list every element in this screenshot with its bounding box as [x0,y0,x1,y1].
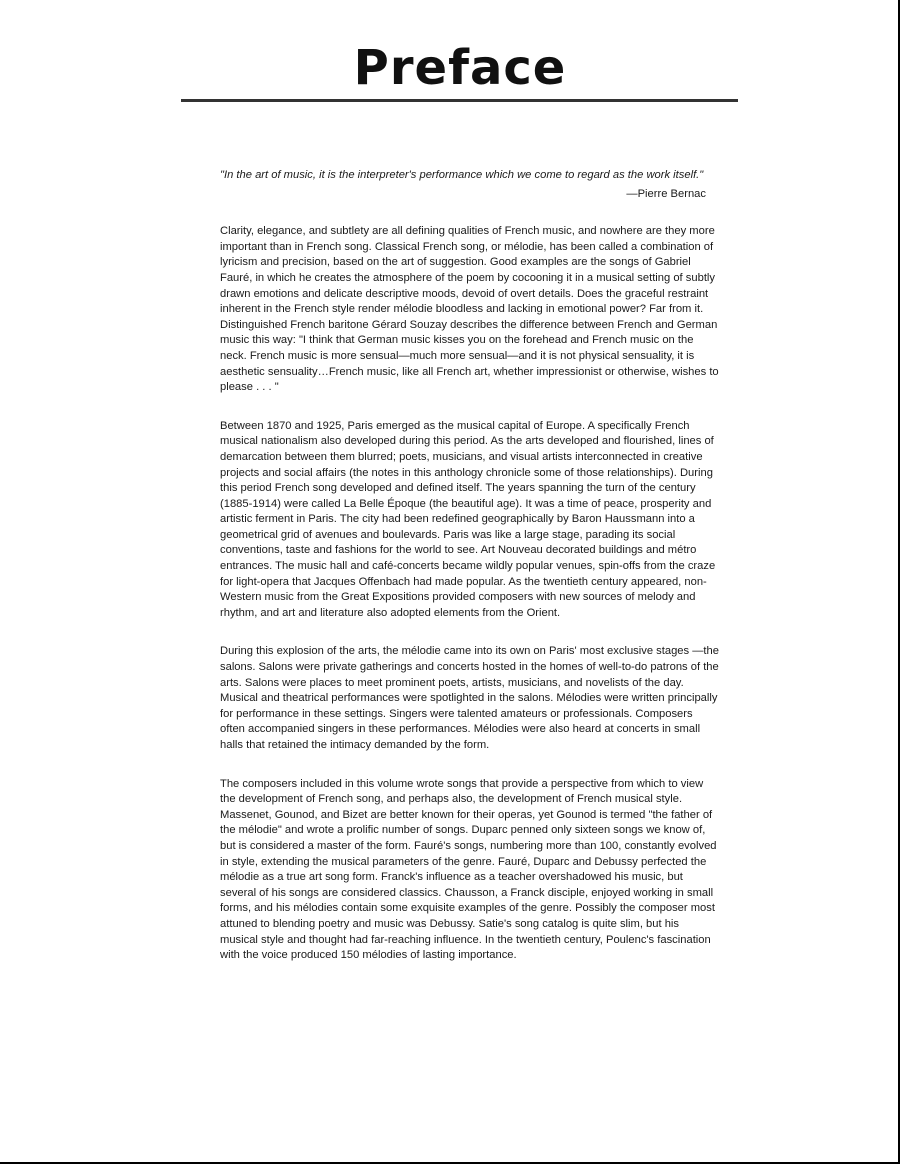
paragraph: During this explosion of the arts, the mélodie came into its own on Paris' most exclusive stages —the salons. Salons were private gatherings and concerts hosted in the homes of well-to-do patrons of the arts. Salons were places to meet prominent poets, artists, musicians, and novelists of the day. Musical and theatrical performances were spotlighted in the salons. Mélodies were written principally for performance in these settings. Singers were talented amateurs or professionals. Composers often accompanied singers in these performances. Mélodies were also heard at concerts in small halls that retained the intimacy demanded by the form. [220,645,719,751]
title-rule [181,99,738,102]
epigraph-attribution: —Pierre Bernac [626,187,706,200]
paragraph: Between 1870 and 1925, Paris emerged as the musical capital of Europe. A specifically French musical nationalism also developed during this period. As the arts developed and flourished, lines of demarcation between them blurred; poets, musicians, and visual artists interconnected in creative projects and social affairs (the notes in this anthology chronicle some of those relationships). During this period French song developed and defined itself. The years spanning the turn of the century (1885-1914) were called La Belle Époque (the beautiful age). It was a time of peace, prosperity and artistic ferment in Paris. The city had been redefined geographically by Baron Haussmann into a geometrical grid of avenues and boulevards. Paris was like a large stage, parading its social conventions, taste and fashions for the world to see. Art Nouveau decorated buildings and métro entrances. The music hall and café-concerts became wildly popular venues, spin-offs from the craze for light-opera that Jacques Offenbach had made popular. As the twentieth century appeared, non-Western music from the Great Expositions provided composers with new sources of melody and rhythm, and art and literature also adopted elements from the Orient. [220,419,716,619]
paragraph: Clarity, elegance, and subtlety are all defining qualities of French music, and nowhere are they more important than in French song. Classical French song, or mélodie, has been called a combination of lyricism and precision, based on the art of suggestion. Good examples are the songs of Gabriel Fauré, in which he creates the atmosphere of the poem by cocooning it in a musical setting of subtly drawn emotions and delicate descriptive moods, devoid of overt details. Does the graceful restraint inherent in the French style render mélodie bloodless and lacking in emotional power? Far from it. Distinguished French baritone Gérard Souzay describes the difference between French and German music this way: "I think that German music kisses you on the forehead and French music on the neck. French music is more sensual—much more sensual—and it is not physical sensuality, it is aesthetic sensuality…French music, like all French art, whether impressionist or otherwise, wishes to please . . . " [220,225,719,394]
body-text [220,168,720,964]
page-title: Preface [353,40,567,96]
epigraph-quote: "In the art of music, it is the interpreter's performance which we come to regard as the work itself." [220,169,704,181]
paragraph: The composers included in this volume wrote songs that provide a perspective from which to view the development of French song, and perhaps also, the development of French musical style. Massenet, Gounod, and Bizet are better known for their operas, yet Gounod is termed "the father of the mélodie" and wrote a prolific number of songs. Duparc penned only sixteen songs we know of, but is considered a master of the form. Fauré's songs, numbering more than 100, constantly evolved in style, extending the musical parameters of the genre. Fauré, Duparc and Debussy perfected the mélodie as a true art song form. Franck's influence as a teacher overshadowed his music, but several of his songs are considered classics. Chausson, a Franck disciple, enjoyed working in small forms, and his mélodies contain some exquisite examples of the genre. Possibly the composer most attuned to blending poetry and music was Debussy. Satie's song catalog is quite slim, but his musical style and thought had far-reaching influence. In the twentieth century, Poulenc's fascination with the voice produced 150 mélodies of lasting importance. [220,777,717,962]
